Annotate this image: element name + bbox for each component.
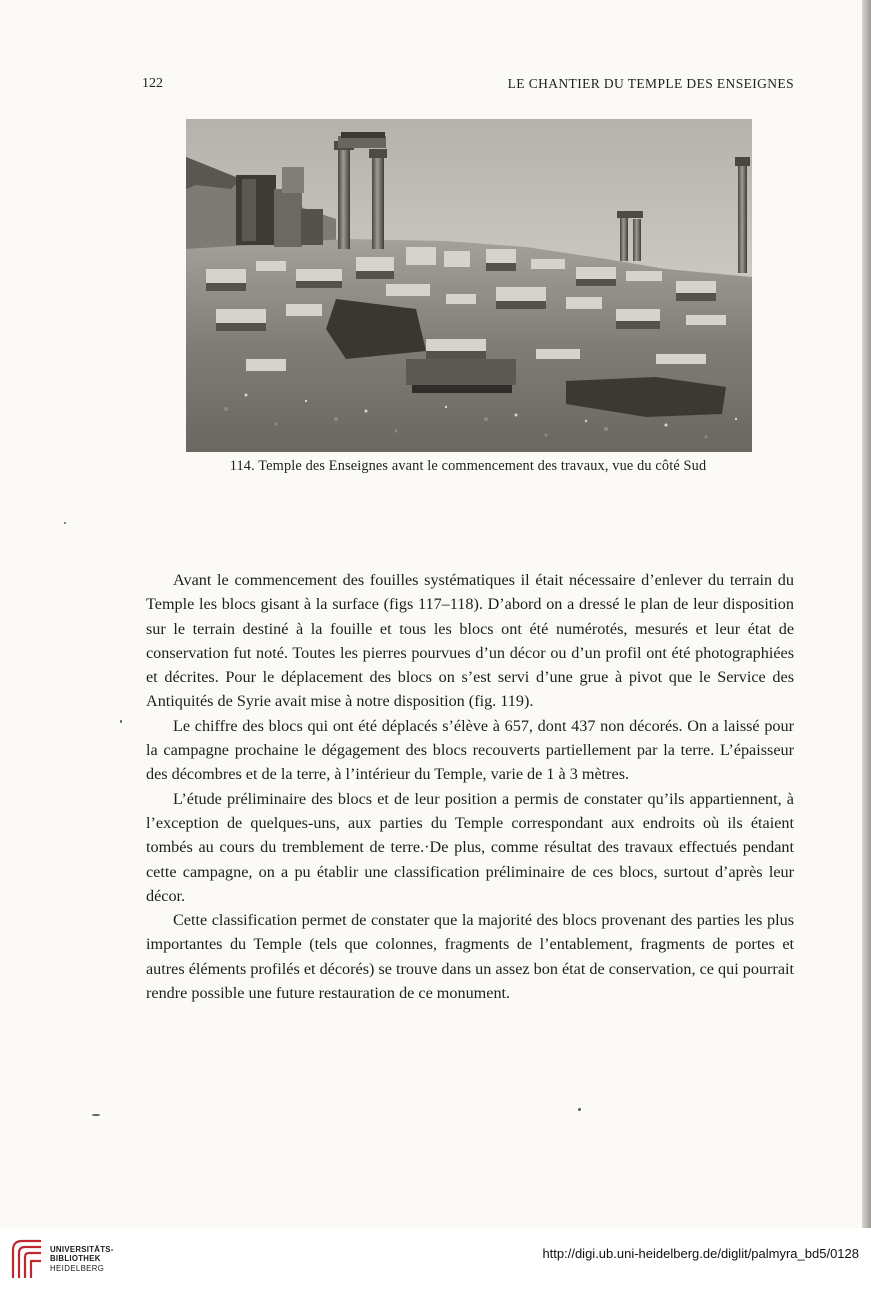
- page-number: 122: [142, 76, 163, 91]
- footer-bar: [0, 1228, 871, 1291]
- paragraph-1: Avant le commencement des fouilles systématiques il était nécessaire d’enlever du terrain du Temple les blocs gisant à la surface (figs 117–118). D’abord on a dressé le plan de leur disposition sur le terrain destiné à la fouille et tous les blocs ont été numérotés, mesurés et leur état de conservation fut noté. Toutes les pierres pourvues d’un décor ou d’un profil ont été photographiées et décrites. Pour le déplacement des blocs on s’est servi d’une grue à pivot que le Service des Antiquités de Syrie avait mise à notre disposition (fig. 119).: [146, 571, 794, 711]
- scan-speck: [120, 720, 122, 723]
- library-line-1: UNIVERSITÄTS-: [50, 1245, 114, 1254]
- library-line-3: HEIDELBERG: [50, 1263, 105, 1273]
- running-head: [142, 76, 794, 96]
- paragraph-2: Le chiffre des blocs qui ont été déplacés s’élève à 657, dont 437 non décorés. On a laissé pour la campagne prochaine le dégagement des blocs recouverts partiellement par la terre. L’épaisseur des décombres et de la terre, à l’intérieur du Temple, varie de 1 à 3 mètres.: [146, 716, 794, 784]
- paragraph-3: L’étude préliminaire des blocs et de leur position a permis de constater qu’ils appartiennent, à l’exception de quelques-uns, aux parties du Temple correspondant aux endroits où ils étaient tombés au cours du tremblement de terre.·De plus, comme résultat des travaux effectués pendant cette campagne, on a pu établir une classification préliminaire de ces blocs, surtout d’après leur décor.: [146, 789, 794, 905]
- library-name[interactable]: [50, 1245, 114, 1273]
- scan-speck: [578, 1108, 581, 1111]
- figure-caption: 114. Temple des Enseignes avant le commencement des travaux, vue du côté Sud: [229, 458, 707, 474]
- paragraph-4: Cette classification permet de constater que la majorité des blocs provenant des parties les plus importantes du Temple (tels que colonnes, fragments de l’entablement, fragments de portes et autres éléments profilés et décorés) se trouve dans un assez bon état de conservation, ce qui pourrait rendre possible une future restauration de ce monument.: [146, 911, 794, 1003]
- scan-speck: [92, 1114, 100, 1116]
- heidelberg-library-logo-icon[interactable]: [10, 1238, 44, 1280]
- source-url-link[interactable]: http://digi.ub.uni-heidelberg.de/diglit/palmyra_bd5/0128: [542, 1246, 859, 1261]
- running-title: LE CHANTIER DU TEMPLE DES ENSEIGNES: [507, 76, 794, 91]
- library-line-2: BIBLIOTHEK: [50, 1254, 101, 1264]
- scan-speck: [64, 522, 66, 524]
- body-text: [146, 568, 794, 1005]
- ruins-photo-image: [186, 119, 752, 452]
- temple-photograph: [186, 119, 752, 452]
- page-edge-shadow: [862, 0, 871, 1228]
